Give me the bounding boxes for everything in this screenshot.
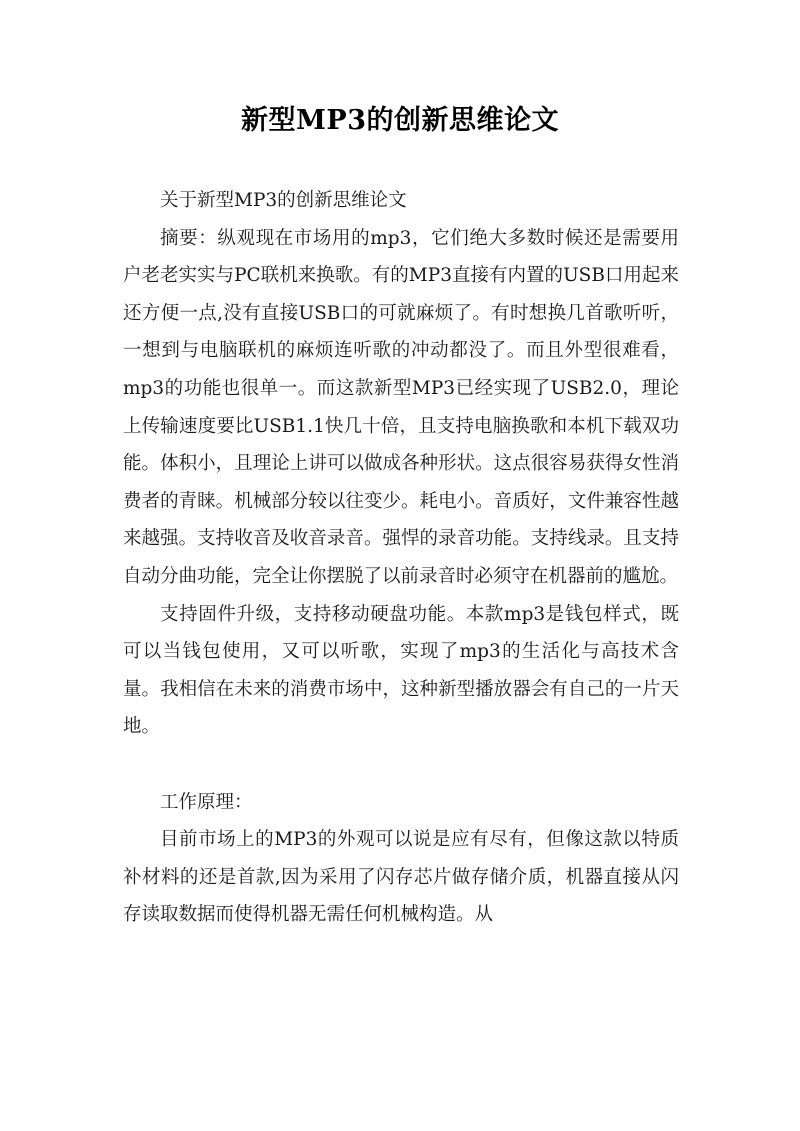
document-body: [123, 182, 679, 934]
paragraph-spacer: [123, 746, 679, 784]
paragraph-principle: 目前市场上的MP3的外观可以说是应有尽有，但像这款以特质补材料的还是首款,因为采用了闪存芯片做存储介质，机器直接从闪存读取数据而使得机器无需任何机械构造。从: [123, 829, 679, 926]
paragraph-abstract: 摘要：纵观现在市场用的mp3，它们绝大多数时候还是需要用户老老实实与PC联机来换歌。有的MP3直接有内置的USB口用起来还方便一点,没有直接USB口的可就麻烦了。有时想换几首歌听听，一想到与电脑联机的麻烦连听歌的冲动都没了。而且外型很难看，mp3的功能也很单一。而这款新型MP3已经实现了USB2.0，理论上传输速度要比USB1.1快几十倍，且支持电脑换歌和本机下载双功能。体积小，且理论上讲可以做成各种形状。这点很容易获得女性消费者的青睐。机械部分较以往变少。耗电小。音质好，文件兼容性越来越强。支持收音及收音录音。强悍的录音功能。支持线录。且支持自动分曲功能，完全让你摆脱了以前录音时必须守在机器前的尴尬。: [123, 227, 679, 587]
document-title: 新型MP3的创新思维论文: [241, 105, 559, 136]
paragraph-features: 支持固件升级，支持移动硬盘功能。本款mp3是钱包样式，既可以当钱包使用，又可以听歌，实现了mp3的生活化与高技术含量。我相信在未来的消费市场中，这种新型播放器会有自己的一片天地。: [123, 603, 679, 738]
section-heading-principle: 工作原理：: [160, 791, 253, 813]
paragraph-subtitle: 关于新型MP3的创新思维论文: [160, 190, 407, 211]
